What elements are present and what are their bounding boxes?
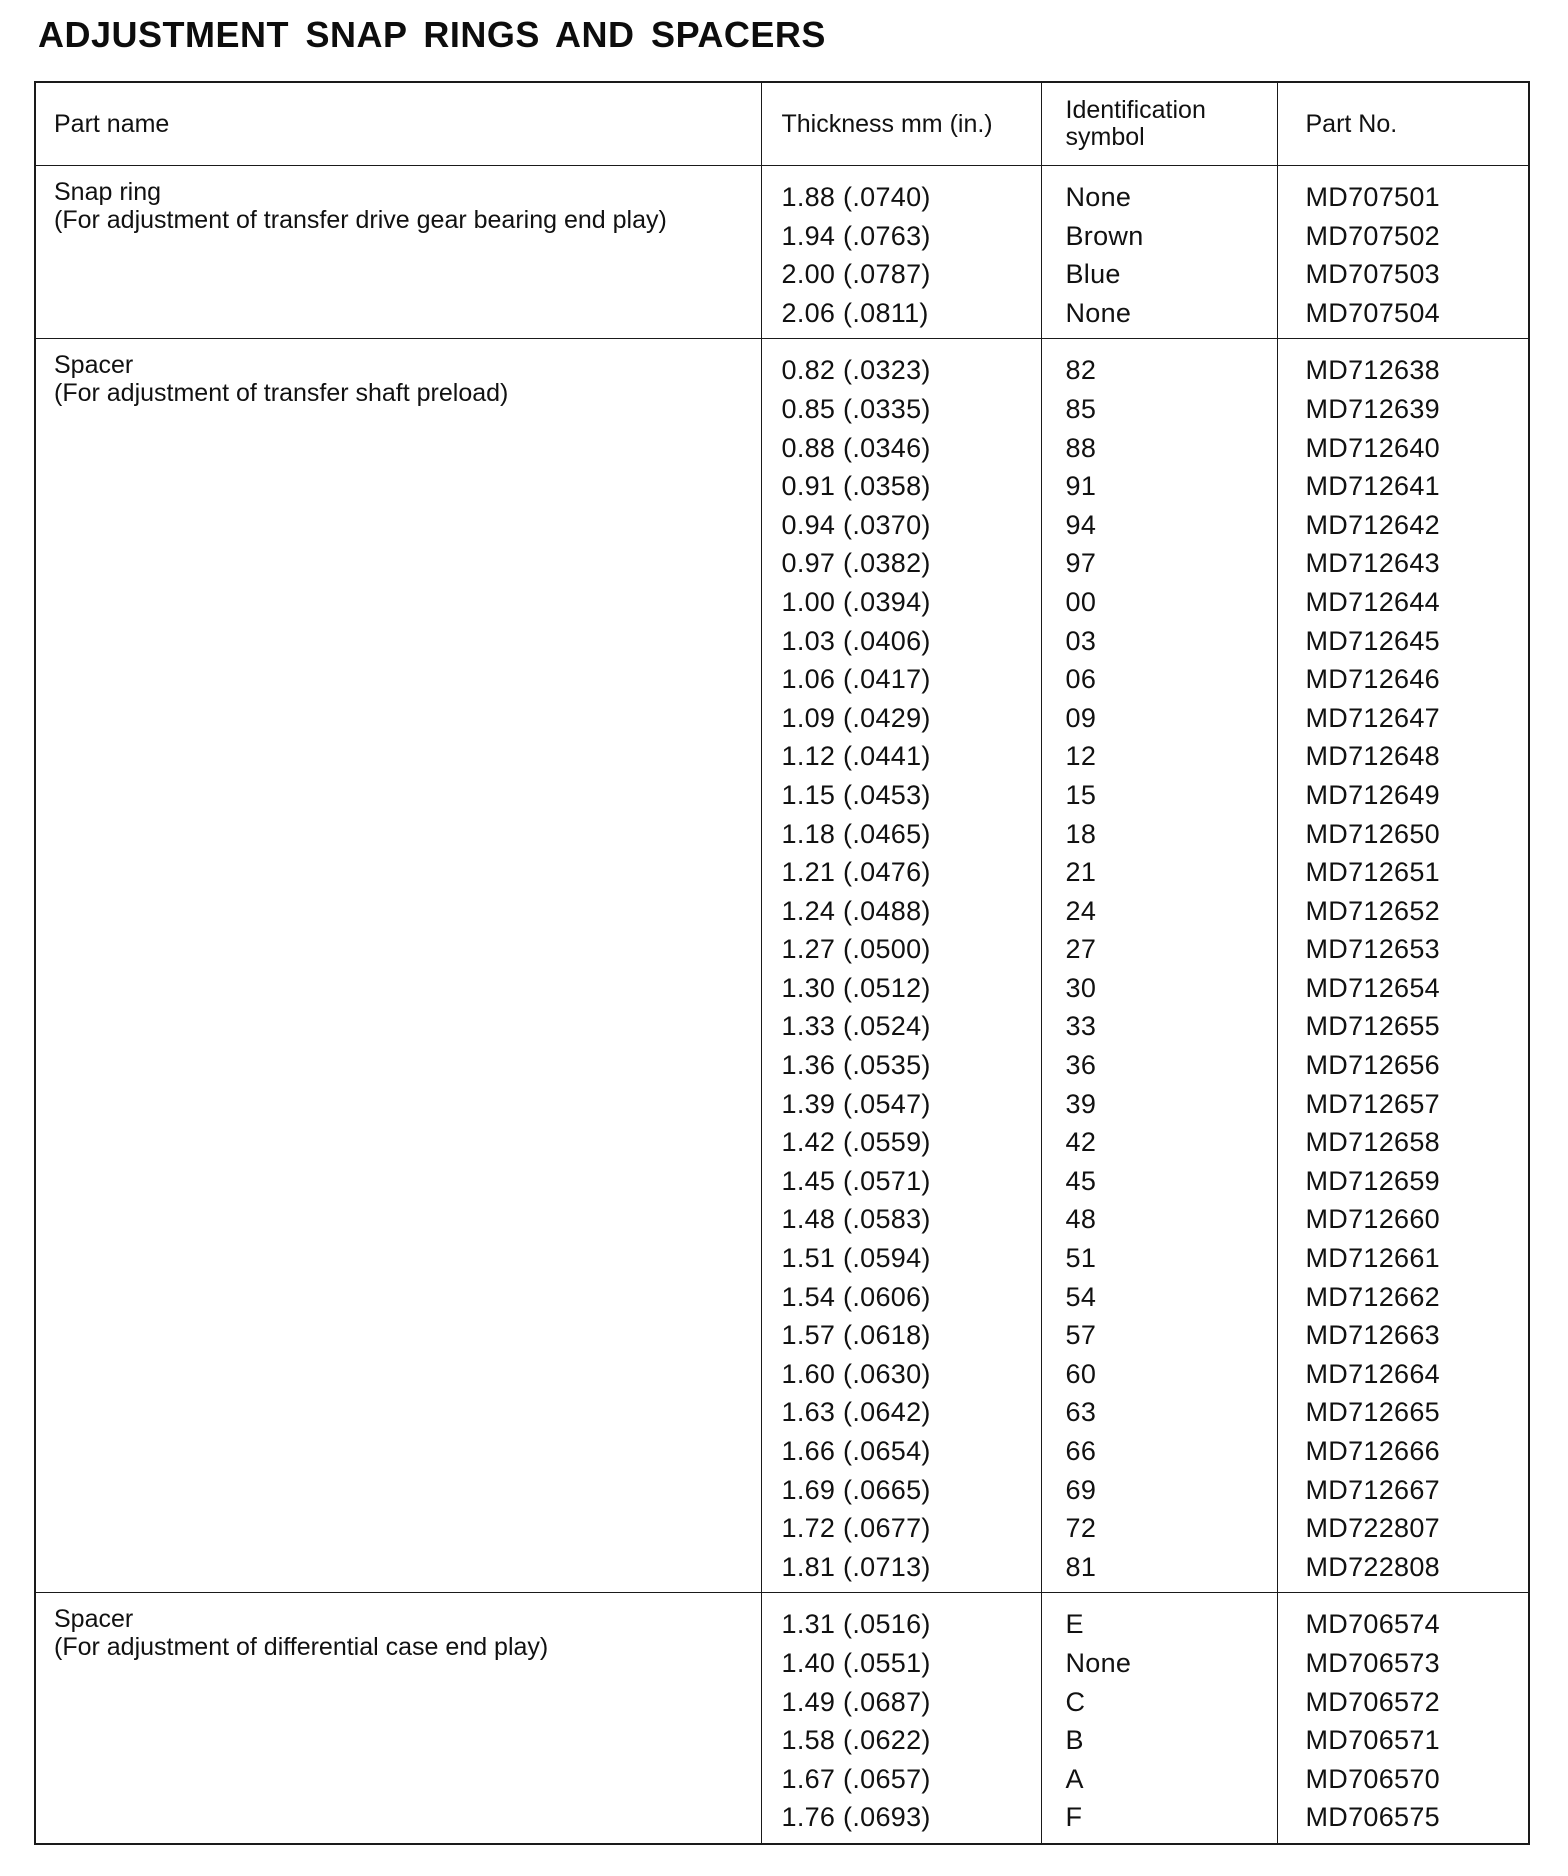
- thickness-value: 1.09 (.0429): [781, 702, 931, 733]
- symbol-value: 39: [1065, 1088, 1097, 1119]
- symbol-value: 51: [1065, 1243, 1097, 1274]
- part-name: Spacer: [54, 351, 134, 380]
- symbol-value: 30: [1065, 972, 1097, 1003]
- symbol-cell: [1041, 1593, 1277, 1844]
- symbol-list: [1066, 1605, 1276, 1837]
- symbol-value: 42: [1065, 1127, 1097, 1158]
- group-row: [35, 166, 1529, 339]
- part-name-cell: [35, 1593, 761, 1844]
- thickness-value: 1.33 (.0524): [781, 1011, 931, 1042]
- thickness-value: 1.24 (.0488): [781, 895, 931, 926]
- part-no-value: MD712649: [1305, 779, 1440, 810]
- header-thickness: Thickness mm (in.): [761, 82, 1041, 166]
- part-name: Snap ring: [54, 178, 162, 206]
- part-no-value: MD712640: [1305, 432, 1440, 463]
- thickness-value: 1.51 (.0594): [781, 1243, 931, 1274]
- part-no-value: MD712665: [1305, 1397, 1440, 1428]
- thickness-value: 2.06 (.0811): [781, 297, 929, 328]
- part-no-value: MD712657: [1305, 1088, 1440, 1119]
- part-no-value: MD712650: [1305, 818, 1440, 849]
- symbol-value: 36: [1065, 1050, 1097, 1081]
- symbol-value: 60: [1065, 1358, 1097, 1389]
- part-no-value: MD706575: [1305, 1802, 1440, 1833]
- group-row: [35, 339, 1529, 1593]
- symbol-value: 21: [1065, 857, 1097, 888]
- part-no-value: MD712651: [1305, 857, 1440, 888]
- thickness-value: 1.03 (.0406): [781, 625, 931, 656]
- symbol-value: 54: [1065, 1281, 1097, 1312]
- thickness-value: 0.91 (.0358): [781, 471, 931, 502]
- part-no-value: MD706571: [1305, 1725, 1440, 1756]
- symbol-list: [1066, 351, 1276, 1586]
- part-no-value: MD722808: [1305, 1551, 1440, 1582]
- part-no-value: MD712661: [1305, 1243, 1440, 1274]
- symbol-value: None: [1065, 1647, 1132, 1678]
- thickness-list: [782, 178, 1040, 332]
- part-no-list: [1306, 178, 1528, 332]
- symbol-value: C: [1065, 1686, 1086, 1717]
- part-no-value: MD706574: [1305, 1609, 1440, 1640]
- symbol-value: E: [1065, 1609, 1084, 1640]
- part-name-cell: [35, 166, 761, 339]
- part-no-value: MD712642: [1305, 509, 1440, 540]
- part-name-cell: [35, 339, 761, 1593]
- part-no-cell: [1277, 166, 1529, 339]
- thickness-value: 0.97 (.0382): [781, 548, 931, 579]
- thickness-value: 1.12 (.0441): [781, 741, 931, 772]
- symbol-value: 48: [1065, 1204, 1097, 1235]
- part-no-cell: [1277, 339, 1529, 1593]
- thickness-value: 2.00 (.0787): [781, 259, 931, 290]
- symbol-value: None: [1065, 182, 1132, 212]
- thickness-value: 1.54 (.0606): [781, 1281, 931, 1312]
- thickness-value: 1.67 (.0657): [781, 1763, 931, 1794]
- part-no-value: MD712653: [1305, 934, 1440, 965]
- part-no-value: MD722807: [1305, 1513, 1440, 1544]
- thickness-value: 1.00 (.0394): [781, 586, 931, 617]
- header-part-name: Part name: [35, 82, 761, 166]
- thickness-cell: [761, 339, 1041, 1593]
- part-no-value: MD712654: [1305, 972, 1440, 1003]
- parts-table: [34, 81, 1530, 1845]
- thickness-value: 1.57 (.0618): [781, 1320, 931, 1351]
- symbol-value: 72: [1065, 1513, 1097, 1544]
- symbol-value: 81: [1065, 1551, 1097, 1582]
- page-title: ADJUSTMENT SNAP RINGS AND SPACERS: [38, 14, 826, 55]
- part-no-value: MD712662: [1305, 1281, 1440, 1312]
- thickness-value: 0.88 (.0346): [781, 432, 931, 463]
- part-no-value: MD712667: [1305, 1474, 1440, 1505]
- header-row: [35, 82, 1529, 166]
- symbol-list: [1066, 178, 1276, 332]
- thickness-value: 1.69 (.0665): [781, 1474, 931, 1505]
- header-identification-line1: Identification: [1065, 96, 1206, 124]
- thickness-value: 1.18 (.0465): [781, 818, 931, 849]
- symbol-value: 57: [1065, 1320, 1097, 1351]
- part-no-value: MD712656: [1305, 1050, 1440, 1081]
- thickness-value: 1.49 (.0687): [781, 1686, 931, 1717]
- part-no-value: MD712645: [1305, 625, 1440, 656]
- thickness-value: 1.27 (.0500): [781, 934, 931, 965]
- thickness-cell: [761, 166, 1041, 339]
- thickness-value: 1.36 (.0535): [781, 1050, 931, 1081]
- part-no-value: MD712644: [1305, 586, 1440, 617]
- symbol-value: None: [1065, 297, 1132, 328]
- group-spacer-transfer-shaft: [35, 339, 1529, 1593]
- group-snap-ring: [35, 166, 1529, 339]
- thickness-value: 1.39 (.0547): [781, 1088, 931, 1119]
- part-no-value: MD707501: [1305, 182, 1440, 212]
- part-no-value: MD712663: [1305, 1320, 1440, 1351]
- part-no-value: MD707504: [1305, 297, 1440, 328]
- part-no-value: MD706573: [1305, 1647, 1440, 1678]
- header-part-no: Part No.: [1277, 82, 1529, 166]
- symbol-value: 27: [1065, 934, 1097, 965]
- part-no-value: MD712639: [1305, 393, 1440, 424]
- thickness-value: 1.31 (.0516): [781, 1609, 931, 1640]
- header-identification-symbol: [1041, 82, 1277, 166]
- thickness-value: 1.94 (.0763): [781, 220, 931, 251]
- part-no-value: MD707502: [1305, 220, 1440, 251]
- part-no-value: MD712658: [1305, 1127, 1440, 1158]
- symbol-cell: [1041, 339, 1277, 1593]
- symbol-value: A: [1065, 1763, 1084, 1794]
- thickness-list: [782, 351, 1040, 1586]
- part-name: Spacer: [54, 1605, 134, 1634]
- symbol-value: F: [1065, 1802, 1083, 1833]
- thickness-value: 1.63 (.0642): [781, 1397, 931, 1428]
- symbol-value: 00: [1065, 586, 1097, 617]
- symbol-value: 66: [1065, 1436, 1097, 1466]
- thickness-value: 1.66 (.0654): [781, 1436, 931, 1466]
- thickness-cell: [761, 1593, 1041, 1844]
- thickness-value: 1.06 (.0417): [781, 664, 931, 695]
- thickness-value: 1.21 (.0476): [781, 857, 931, 888]
- thickness-value: 1.48 (.0583): [781, 1204, 931, 1235]
- thickness-value: 1.40 (.0551): [781, 1647, 931, 1678]
- part-purpose: (For adjustment of differential case end play): [54, 1633, 549, 1662]
- header-identification-line2: symbol: [1065, 123, 1145, 151]
- thickness-value: 1.81 (.0713): [781, 1551, 931, 1582]
- part-no-value: MD712641: [1305, 471, 1440, 502]
- part-no-value: MD712647: [1305, 702, 1440, 733]
- symbol-value: 63: [1065, 1397, 1097, 1428]
- symbol-value: 85: [1065, 393, 1097, 424]
- symbol-value: 12: [1065, 741, 1097, 772]
- part-no-value: MD712638: [1305, 355, 1440, 386]
- symbol-value: 91: [1065, 471, 1097, 502]
- symbol-value: 88: [1065, 432, 1097, 463]
- thickness-value: 1.30 (.0512): [781, 972, 931, 1003]
- thickness-value: 1.58 (.0622): [781, 1725, 931, 1756]
- part-no-value: MD712646: [1305, 664, 1440, 695]
- thickness-value: 1.88 (.0740): [781, 182, 931, 212]
- part-purpose: (For adjustment of transfer drive gear bearing end play): [54, 206, 667, 234]
- symbol-value: 45: [1065, 1165, 1097, 1196]
- thickness-value: 0.85 (.0335): [781, 393, 931, 424]
- thickness-value: 0.94 (.0370): [781, 509, 931, 540]
- thickness-value: 1.72 (.0677): [781, 1513, 931, 1544]
- symbol-value: Brown: [1065, 220, 1144, 251]
- part-no-value: MD706572: [1305, 1686, 1440, 1717]
- symbol-value: 06: [1065, 664, 1097, 695]
- symbol-value: 97: [1065, 548, 1097, 579]
- part-purpose: (For adjustment of transfer shaft preload): [54, 379, 509, 408]
- part-no-list: [1306, 351, 1528, 1586]
- symbol-value: B: [1065, 1725, 1084, 1756]
- part-no-value: MD712660: [1305, 1204, 1440, 1235]
- part-no-value: MD712655: [1305, 1011, 1440, 1042]
- symbol-value: 03: [1065, 625, 1097, 656]
- symbol-cell: [1041, 166, 1277, 339]
- part-no-value: MD712652: [1305, 895, 1440, 926]
- part-no-value: MD712664: [1305, 1358, 1440, 1389]
- part-no-value: MD712643: [1305, 548, 1440, 579]
- symbol-value: 15: [1065, 779, 1097, 810]
- symbol-value: 94: [1065, 509, 1097, 540]
- part-no-value: MD712666: [1305, 1436, 1440, 1466]
- thickness-value: 0.82 (.0323): [781, 355, 931, 386]
- thickness-value: 1.45 (.0571): [781, 1165, 931, 1196]
- part-no-value: MD706570: [1305, 1763, 1440, 1794]
- symbol-value: 18: [1065, 818, 1097, 849]
- part-no-value: MD707503: [1305, 259, 1440, 290]
- group-spacer-differential-case: [35, 1593, 1529, 1844]
- thickness-value: 1.60 (.0630): [781, 1358, 931, 1389]
- thickness-value: 1.42 (.0559): [781, 1127, 931, 1158]
- symbol-value: 33: [1065, 1011, 1097, 1042]
- thickness-value: 1.76 (.0693): [781, 1802, 931, 1833]
- symbol-value: 09: [1065, 702, 1097, 733]
- symbol-value: 69: [1065, 1474, 1097, 1505]
- symbol-value: 24: [1065, 895, 1097, 926]
- part-no-value: MD712659: [1305, 1165, 1440, 1196]
- symbol-value: 82: [1065, 355, 1097, 386]
- part-no-cell: [1277, 1593, 1529, 1844]
- symbol-value: Blue: [1065, 259, 1121, 290]
- group-row: [35, 1593, 1529, 1844]
- part-no-value: MD712648: [1305, 741, 1440, 772]
- thickness-value: 1.15 (.0453): [781, 779, 931, 810]
- part-no-list: [1306, 1605, 1528, 1837]
- thickness-list: [782, 1605, 1040, 1837]
